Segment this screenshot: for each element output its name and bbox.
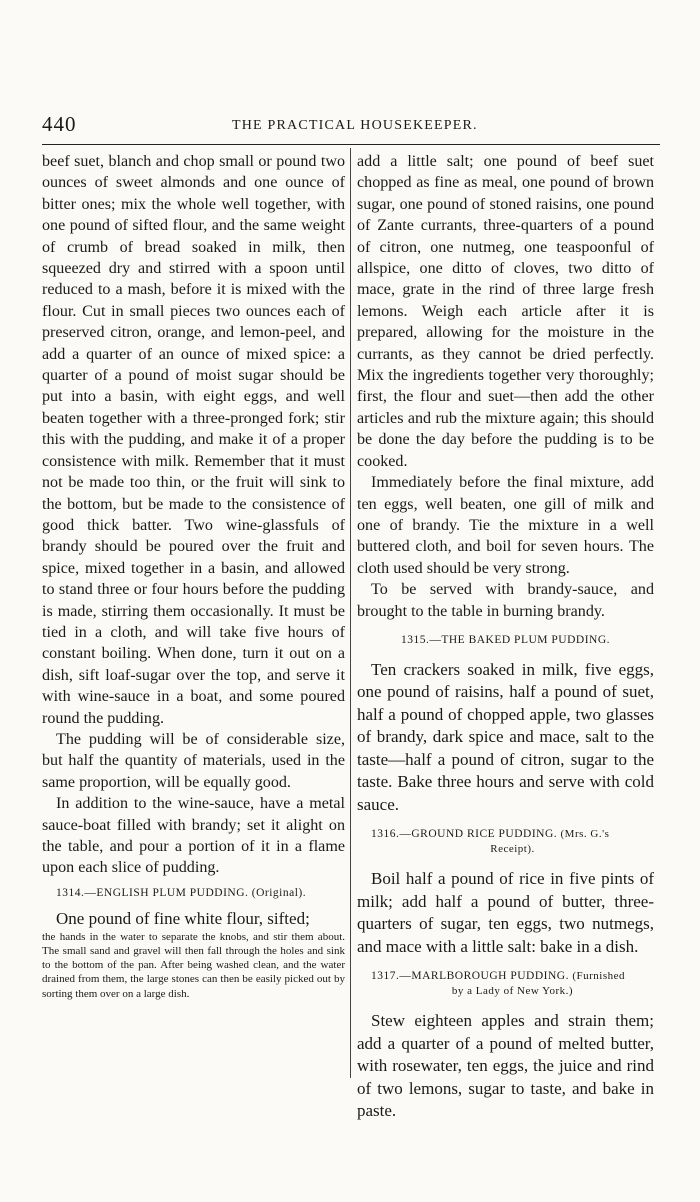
recipe-title-1317-note-line: by a Lady of New York.): [451, 985, 574, 998]
paragraph: Immediately before the final mixture, add ten eggs, well beaten, one gill of milk and one of brandy. Tie the mixture in a well buttered cloth, and boil for seven hours. The cloth used should be very strong.: [357, 474, 654, 577]
header-rule: [42, 144, 660, 145]
recipe-title-1316-note-line: Receipt).: [490, 843, 535, 856]
paragraph: Stew eighteen apples and strain them; add a quarter of a pound of melted butter, with rosewater, ten eggs, the juice and rind of two lemons, sugar to taste, and bake in paste.: [357, 1011, 654, 1121]
recipe-title-1316-text: 1316.—GROUND RICE PUDDING.: [371, 828, 558, 841]
column-divider: [350, 148, 351, 1078]
recipe-title-1314: 1314.—ENGLISH PLUM PUDDING. (Original).: [56, 886, 307, 899]
running-title: THE PRACTICAL HOUSEKEEPER.: [232, 118, 478, 133]
recipe-title-1316: [357, 827, 654, 857]
page-number: 440: [42, 112, 77, 136]
footnote: the hands in the water to separate the knobs, and stir them about. The small sand and gravel will then fall through the holes and sink to the bottom of the pan. After being washed clean, and the water drained from them, the large stones can then be easily picked out by sorting them over on a large dish.: [42, 930, 345, 1000]
paragraph-continued: add a little salt; one pound of beef suet chopped as fine as meal, one pound of brown sugar, one pound of stoned raisins, one pound of Zante currants, three-quarters of a pound of citron, one nutmeg, one teaspoonful of allspice, one ditto of cloves, two ditto of mace, grate in the rind of three large fresh lemons. Weigh each article after it is prepared, allowing for the moisture in the currants, as they cannot be dried perfectly. Mix the ingredients together very thoroughly; first, the flour and suet—then add the other articles and rub the mixture again; this should be done the day before the pudding is to be cooked.: [357, 153, 654, 470]
right-column: [357, 151, 654, 1123]
recipe-title-1316-note: (Mrs. G.'s: [560, 828, 610, 841]
paragraph: To be served with brandy-sauce, and brought to the table in burning brandy.: [357, 581, 654, 620]
paragraph: The pudding will be of considerable size, but half the quantity of materials, used in the same proportion, will be equally good.: [42, 730, 345, 791]
left-column: [42, 151, 345, 1001]
paragraph: In addition to the wine-sauce, have a metal sauce-boat filled with brandy; set it alight on the table, and pour a portion of it in a flame upon each slice of pudding.: [42, 795, 345, 877]
paragraph: Boil half a pound of rice in five pints of milk; add half a pound of butter, three-quarters of sugar, ten eggs, two nutmegs, and mace with a little salt: bake in a dish.: [357, 869, 654, 956]
recipe-title-1317-note: (Furnished: [572, 970, 626, 983]
recipe-title-1315: 1315.—THE BAKED PLUM PUDDING.: [400, 633, 611, 646]
page-header: [42, 112, 660, 142]
recipe-title-1317-text: 1317.—MARLBOROUGH PUDDING.: [371, 970, 569, 983]
recipe-title-1317: [357, 969, 654, 999]
paragraph-continued: beef suet, blanch and chop small or pound two ounces of sweet almonds and one ounce of bitter ones; mix the whole well together, with one pound of sifted flour, and the same weight of crumb of bread soaked in milk, then squeezed dry and stirred with a spoon until reduced to a mash, before it is mixed with the flour. Cut in small pieces two ounces each of preserved citron, orange, and lemon-peel, and add a quarter of an ounce of mixed spice: a quarter of a pound of moist sugar should be put into a basin, with eight eggs, and well beaten together with a three-pronged fork; stir this with the pudding, and make it of a proper consistence with milk. Remember that it must not be made too thin, or the fruit will sink to the bottom, but be made to the consistence of good thick batter. Two wine-glassfuls of brandy should be poured over the fruit and spice, mixed together in a basin, and allowed to stand three or four hours before the pudding is made, stirring them occasionally. It must be tied in a cloth, and will take five hours of constant boiling. When done, turn it out on a dish, sift loaf-sugar over the top, and serve it with wine-sauce in a boat, and some poured round the pudding.: [42, 153, 345, 727]
paragraph: One pound of fine white flour, sifted;: [56, 908, 310, 928]
paragraph: Ten crackers soaked in milk, five eggs, one pound of raisins, half a pound of suet, half a pound of chopped apple, two glasses of brandy, dark spice and mace, salt to the taste—half a pound of citron, sugar to the taste. Bake three hours and serve with cold sauce.: [357, 659, 654, 814]
